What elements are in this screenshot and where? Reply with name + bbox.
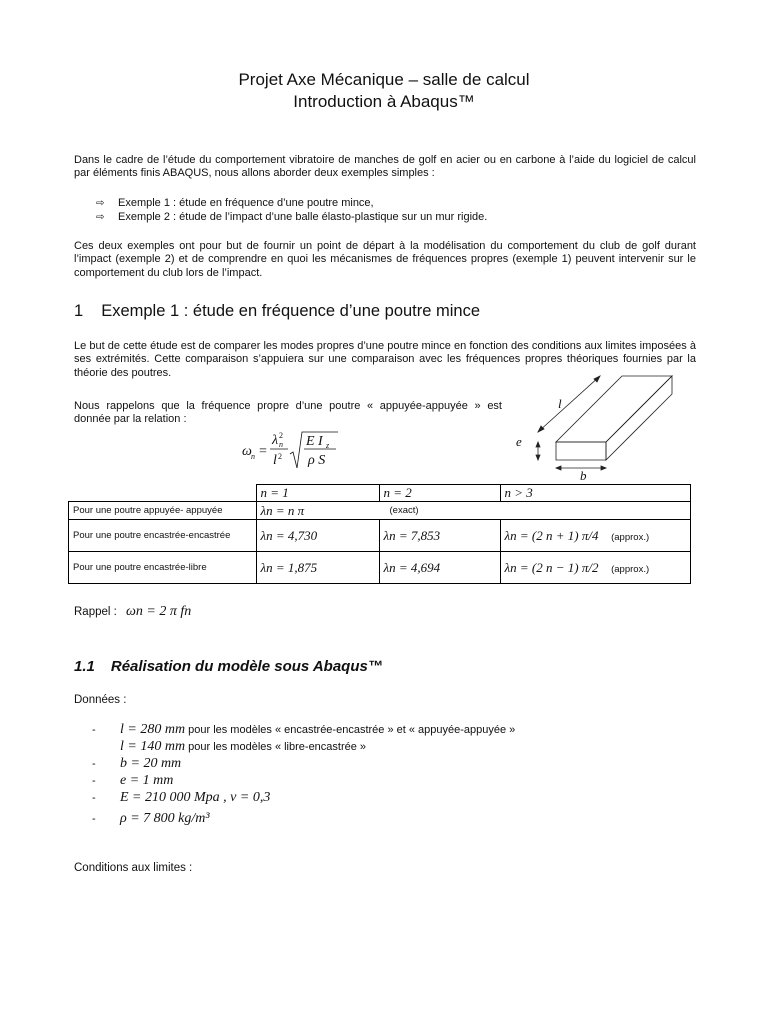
rappel-relation-text: Nous rappelons que la fréquence propre d’une poutre « appuyée-appuyée » est donnée par la relation : [74,400,502,426]
diagram-label-e: e [516,434,522,449]
table-empty-corner [69,485,257,502]
bullet-item [96,196,374,211]
bullet-item [96,210,487,225]
table-row [69,552,691,584]
cell-note: (approx.) [611,563,650,575]
subsection-number: 1.1 [74,658,95,675]
item-math: b = 20 mm [120,756,182,771]
item-math: l = 140 mm [120,739,186,754]
list-dash: - [92,775,96,787]
item-math: l = 280 mm [120,722,186,737]
diagram-label-b: b [580,468,587,482]
item-math: E = 210 000 Mpa , ν = 0,3 [120,790,271,805]
svg-text:l: l [273,453,277,468]
svg-text:n: n [251,452,255,461]
donnees-label: Données : [74,694,127,706]
document-title-line1: Projet Axe Mécanique – salle de calcul [238,70,530,89]
svg-text:2: 2 [278,452,282,461]
cell-note: (exact) [389,505,419,516]
row-label: Pour une poutre encastrée-libre [69,552,257,584]
document-title-line2: Introduction à Abaqus™ [293,92,475,111]
table-cell [500,520,690,552]
cell-note: (approx.) [611,531,650,543]
bullet-text: Exemple 2 : étude de l’impact d’une balle élasto-plastique sur un mur rigide. [118,211,488,223]
table-cell [500,552,690,584]
cell-formula: λn = (2 n − 1) π/2 [504,559,599,575]
bullet-text: Exemple 1 : étude en fréquence d’une poutre mince, [118,197,374,209]
svg-text:n: n [279,440,283,449]
svg-text:λ: λ [272,433,279,448]
svg-text:ω: ω [242,444,252,459]
svg-text:=: = [259,444,267,459]
rappel-formula: ωn = 2 π fn [126,604,192,619]
svg-text:2: 2 [279,431,283,440]
cell-formula: λn = n π [260,502,305,518]
section-heading [74,302,480,321]
list-dash: - [92,792,96,804]
item-math: ρ = 7 800 kg/m³ [120,811,210,826]
table-cell [256,502,690,520]
table-cell: λn = 4,694 [379,552,500,584]
frequency-table [68,484,691,584]
list-dash: - [92,724,96,736]
subsection-heading [74,658,383,675]
list-dash: - [92,813,96,825]
section-title: Exemple 1 : étude en fréquence d’une poutre mince [101,302,481,320]
item-math: e = 1 mm [120,773,174,788]
table-header: n > 3 [500,485,690,502]
table-cell: λn = 4,730 [256,520,379,552]
table-cell: λn = 1,875 [256,552,379,584]
table-header: n = 1 [256,485,379,502]
svg-text:ρ S: ρ S [308,453,326,468]
svg-text:z: z [326,441,330,450]
section-number: 1 [74,302,84,320]
rappel-label: Rappel : [74,606,117,618]
rappel-line [74,604,191,620]
arrow-bullet-icon: ⇨ [96,198,105,209]
conditions-label: Conditions aux limites : [74,862,193,874]
svg-text:E I: E I [306,434,323,449]
row-label: Pour une poutre encastrée-encastrée [69,520,257,552]
table-header: n = 2 [379,485,500,502]
section1-paragraph: Le but de cette étude est de comparer les modes propres d’une poutre mince en fonction des conditions aux limites imposées à ses extrémités. Cette comparaison s’appuiera sur une comparaison avec les fréquences propres théoriques fournies par la théorie des poutres. [74,340,696,379]
beam-top-face [556,376,672,442]
donnees-list [92,722,692,832]
list-dash: - [92,758,96,770]
intro-paragraph-2: Ces deux exemples ont pour but de fournir un point de départ à la modélisation du comportement du club de golf durant l’impact (exemple 2) et de comprendre en quoi les mécanismes de fréquences propres (exemple 1) peuvent intervenir sur le comportement du club lors de l’impact. [74,240,696,279]
item-text: pour les modèles « libre-encastrée » [185,741,367,753]
subsection-title: Réalisation du modèle sous Abaqus™ [110,658,383,675]
cell-formula: λn = (2 n + 1) π/4 [504,527,599,543]
table-row [69,502,691,520]
length-dimension-line [538,376,600,432]
frequency-formula [240,428,350,472]
beam-diagram [508,370,688,482]
item-text: pour les modèles « encastrée-encastrée » et « appuyée-appuyée » [185,724,516,736]
beam-front-face [556,442,606,460]
row-label: Pour une poutre appuyée- appuyée [69,502,257,520]
table-cell: λn = 7,853 [379,520,500,552]
table-row [69,520,691,552]
beam-side-face [606,376,672,460]
arrow-bullet-icon: ⇨ [96,212,105,223]
diagram-label-l: l [558,396,562,411]
intro-paragraph: Dans le cadre de l’étude du comportement vibratoire de manches de golf en acier ou en carbone à l’aide du logiciel de calcul par éléments finis ABAQUS, nous allons aborder deux exemples simples : [74,154,696,180]
